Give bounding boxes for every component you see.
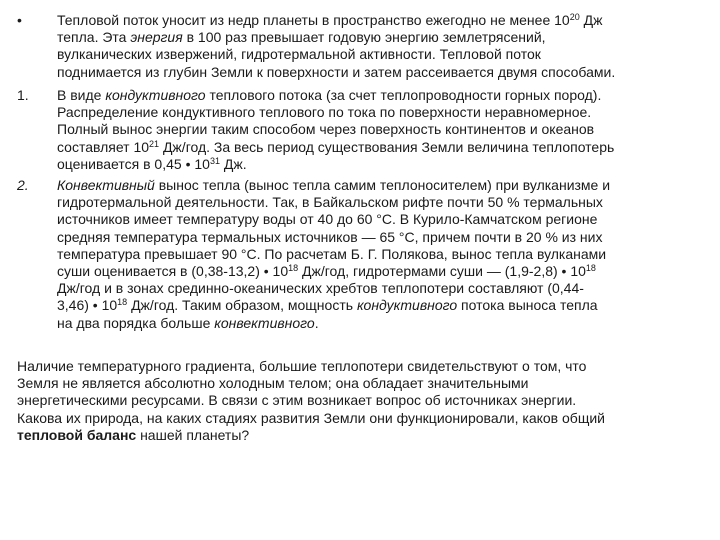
emphasis: Конвективный xyxy=(57,177,155,193)
text-line: Земля не является абсолютно холодным телом; она обладает значительными xyxy=(17,375,529,392)
text-line: тепла. Эта энергия в 100 раз превышает годовую энергию землетрясений, xyxy=(57,29,546,46)
list-item-text xyxy=(57,87,707,173)
text-line: гидротермальной деятельности. Так, в Байкальском рифте почти 50 % термальных xyxy=(57,194,603,211)
exponent: 18 xyxy=(585,263,596,274)
list-item-text xyxy=(57,12,707,81)
emphasis: кондуктивного xyxy=(356,297,458,314)
text-line: Какова их природа, на каких стадиях развития Земли они функционировали, каков общий xyxy=(17,409,605,426)
exponent: 18 xyxy=(288,263,299,274)
emphasis: энергия xyxy=(130,29,183,46)
text-line: температура превышает 90 °С. По расчетам Б. Г. Полякова, вынос тепла вулканами xyxy=(57,245,607,262)
text-line: средняя температура термальных источников — 65 °С, причем почти в 20 % из них xyxy=(57,228,603,245)
text-line: поднимается из глубин Земли к поверхности и затем рассеивается двумя способами. xyxy=(57,63,616,80)
closing-paragraph xyxy=(17,358,707,444)
text-line: источников имеет температуру воды от 40 до 60 °С. В Курило-Камчатском регионе xyxy=(57,211,598,228)
text-line: оценивается в 0,45 • $10^{31}$ Дж. xyxy=(57,155,247,172)
list-number: 1. xyxy=(17,87,29,103)
bold-term: тепловой баланс xyxy=(17,426,137,443)
text-line: В виде кондуктивного теплового потока (за счет теплопроводности горных пород). xyxy=(57,87,602,103)
text-line: суши оценивается в (0,38-13,2) • $10^{18}$ Дж/год, гидротермами суши — (1,9-2,8) • $10^{18}$ xyxy=(57,263,596,280)
bullet-marker: • xyxy=(17,12,22,28)
text-line: вулканических извержений, гидротермальной активности. Тепловой поток xyxy=(57,46,541,63)
emphasis: конвективного xyxy=(214,314,315,331)
exponent: 18 xyxy=(117,297,128,308)
list-item-text xyxy=(57,177,707,332)
text-line: Конвективный вынос тепла (вынос тепла самим теплоносителем) при вулканизме и xyxy=(57,177,611,193)
text-line: Полный вынос энергии таким способом через поверхность континентов и океанов xyxy=(57,121,595,138)
exponent: 20 xyxy=(569,12,580,22)
text-line: энергетическими ресурсами. В связи с этим возникает вопрос об источниках энергии. xyxy=(17,392,577,409)
text-line: Дж/год и в зонах срединно-океанических хребтов теплопотери составляют (0,44- xyxy=(57,280,584,297)
text-line: Распределение кондуктивного теплового по тока по поверхности неравномерное. xyxy=(57,104,592,121)
exponent: 21 xyxy=(149,138,160,149)
exponent: 31 xyxy=(209,155,220,166)
text-line: Тепловой поток уносит из недр планеты в пространство ежегодно не менее $10^{20}$ Дж xyxy=(57,12,603,28)
list-number: 2. xyxy=(17,177,29,193)
text-line: на два порядка больше конвективного. xyxy=(57,314,319,331)
text-line: составляет $10^{21}$ Дж/год. За весь период существования Земли величина теплопотерь xyxy=(57,138,615,155)
emphasis: кондуктивного xyxy=(105,87,206,103)
text-line: тепловой баланс нашей планеты? xyxy=(17,426,250,443)
text-line: 3,46) • $10^{18}$ Дж/год. Таким образом, мощность кондуктивного потока выноса тепла xyxy=(57,297,598,314)
text-line: Наличие температурного градиента, большие теплопотери свидетельствуют о том, что xyxy=(17,358,587,374)
